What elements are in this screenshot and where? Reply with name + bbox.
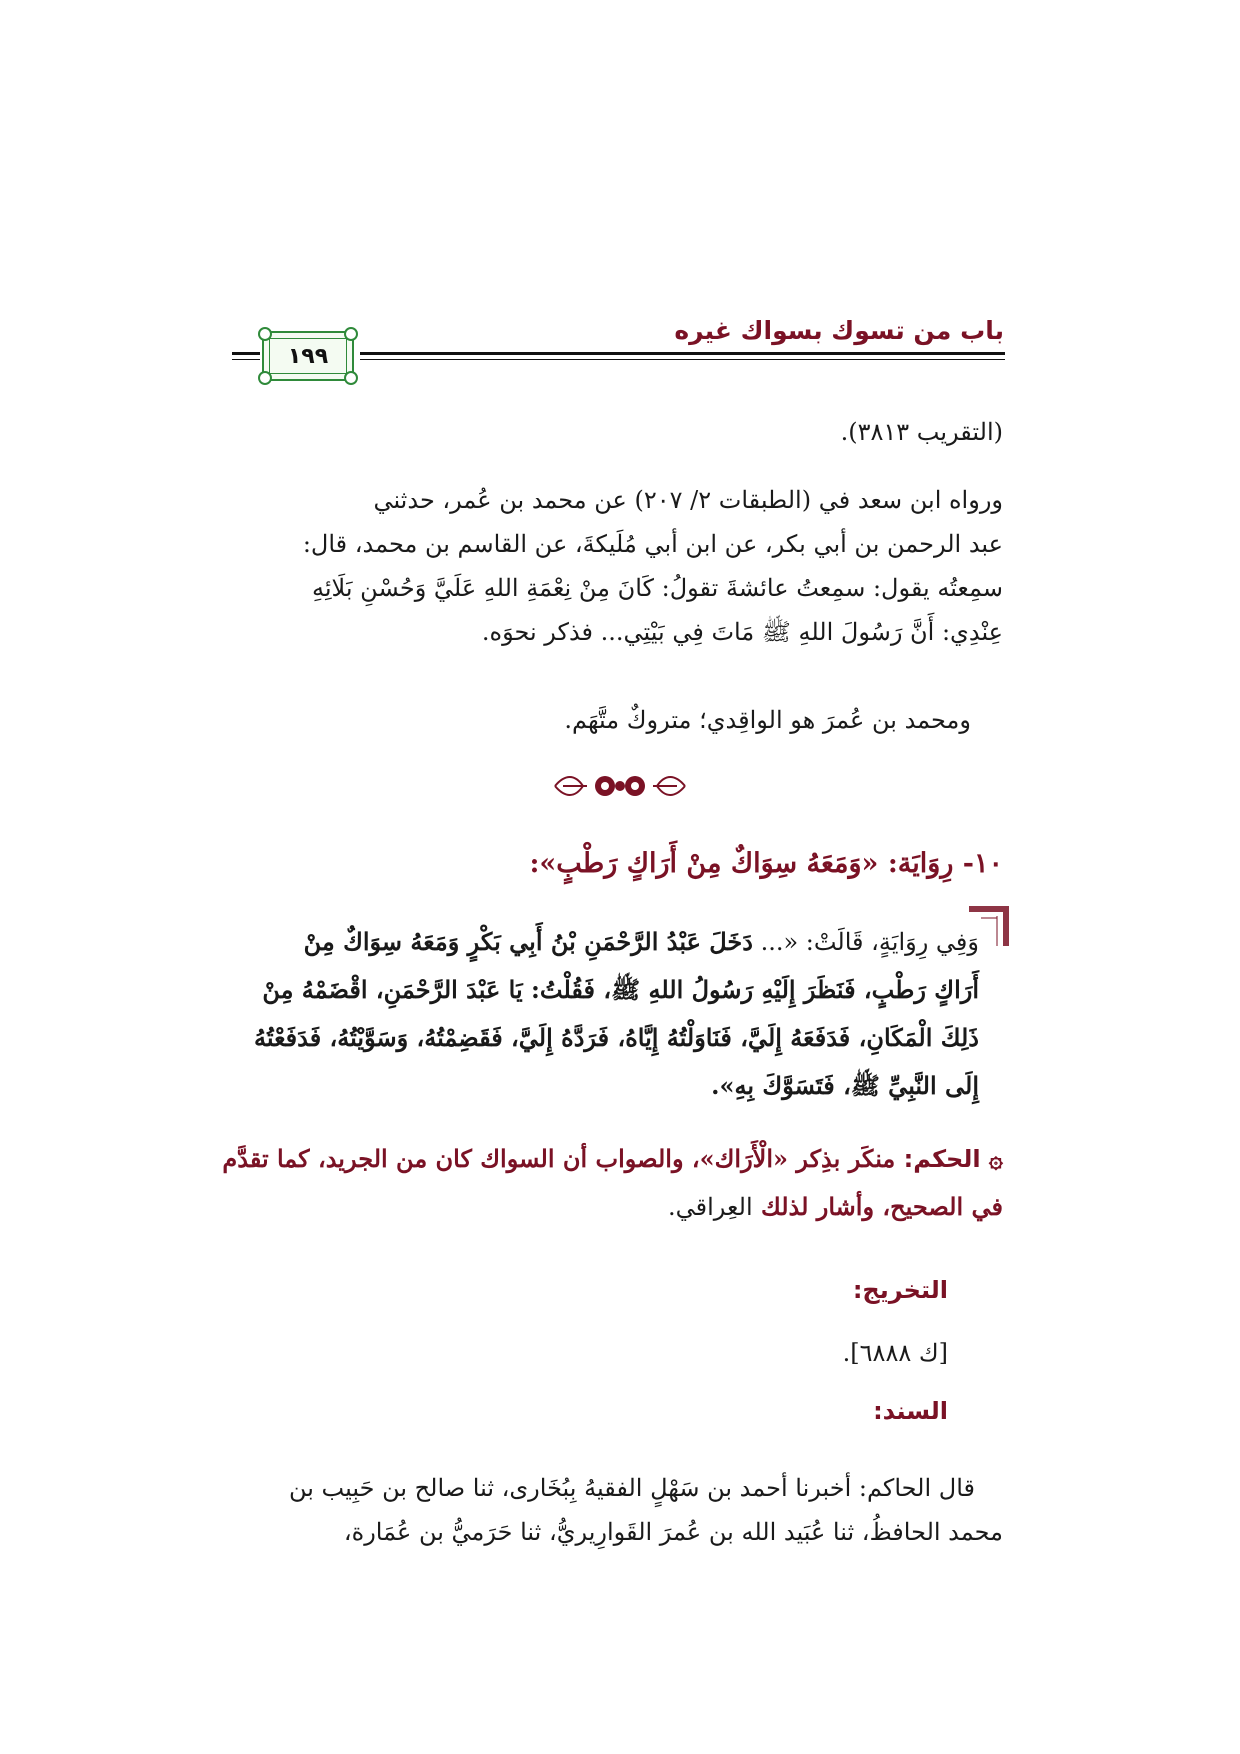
ruling-text-continued: في الصحيح، وأشار لذلك (760, 1192, 1003, 1221)
sanad-line: محمد الحافظُ، ثنا عُبَيد الله بن عُمرَ القَوارِيريُّ، ثنا حَرَميُّ بن عُمَارة، (343, 1518, 1003, 1546)
floral-ornament-icon (545, 766, 695, 806)
quote-line: دَخَلَ عَبْدُ الرَّحْمَنِ بْنُ أَبِي بَكْرٍ وَمَعَهُ سِوَاكٌ مِنْ (303, 927, 753, 956)
ruling-paragraph (222, 1135, 1003, 1231)
hadith-quote-box (233, 910, 1003, 1118)
ruling-text-normal: العِراقي. (668, 1193, 753, 1221)
page-number-badge (262, 331, 354, 381)
header-rule-right (360, 352, 1005, 355)
header-rule-right-thin (360, 359, 1005, 360)
ruling-label: الحكم: (903, 1145, 981, 1173)
quote-line: ذَلِكَ الْمَكَانِ، فَدَفَعَهُ إِلَيَّ، فَنَاوَلْتُهُ إِيَّاهُ، فَرَدَّهُ إِلَيَّ، فَقَضِمْتُهُ، وَسَوَّيْتُهُ، فَدَفَعْتُهُ (253, 1023, 979, 1052)
paragraph-ibn-saad (233, 478, 1003, 654)
chapter-title: باب من تسوك بسواك غيره (674, 316, 1004, 345)
paragraph-line: ورواه ابن سعد في (الطبقات ٢/ ٢٠٧) عن محمد بن عُمر، حدثني (373, 486, 1003, 514)
takhrij-reference: [ك ٦٨٨٨]. (842, 1339, 948, 1367)
hadith-quote-text (229, 918, 979, 1110)
sanad-line: قال الحاكم: أخبرنا أحمد بن سَهْلٍ الفقيهُ بِبُخَارى، ثنا صالح بن حَبِيب بن (288, 1474, 975, 1502)
section-heading: ١٠- رِوَايَة: «وَمَعَهُ سِوَاكٌ مِنْ أَرَاكٍ رَطْبٍ»: (529, 848, 1003, 879)
section-divider-ornament (520, 761, 720, 811)
ruling-text: منكَر بذِكر «الْأَرَاك»، والصواب أن السواك كان من الجريد، كما تقدَّم (222, 1144, 896, 1173)
quote-line: أَرَاكٍ رَطْبٍ، فَنَظَرَ إِلَيْهِ رَسُولُ اللهِ ﷺ، فَقُلْتُ: يَا عَبْدَ الرَّحْمَنِ، اقْضَمْهُ مِنْ (262, 975, 979, 1004)
reference-line (233, 410, 1003, 454)
paragraph-line: سمِعتُه يقول: سمِعتُ عائشةَ تقولُ: كَانَ مِنْ نِعْمَةِ اللهِ عَلَيَّ وَحُسْنِ بَلَائِهِ (312, 574, 1003, 602)
header-rule-left-thin (232, 359, 260, 360)
header-rule-left (232, 352, 260, 355)
sanad-paragraph (233, 1466, 1003, 1554)
takhrij-heading: التخريج: (852, 1276, 948, 1304)
paragraph-waqidi (233, 698, 1003, 742)
quote-line: إِلَى النَّبِيِّ ﷺ، فَتَسَوَّكَ بِهِ». (711, 1071, 979, 1100)
paragraph-line: ومحمد بن عُمرَ هو الواقِدي؛ متروكٌ متَّهَم. (564, 706, 971, 734)
taqrib-reference: (التقريب ٣٨١٣). (840, 418, 1003, 446)
quote-intro: وَفِي رِوَايَةٍ، قَالَتْ: «... (752, 928, 979, 956)
ruling-bullet-icon: ۞ (980, 1144, 1003, 1173)
paragraph-line: عبد الرحمن بن أبي بكر، عن ابن أبي مُلَيكةَ، عن القاسم بن محمد، قال: (302, 530, 1003, 558)
sanad-heading: السند: (873, 1397, 948, 1425)
paragraph-line: عِنْدِي: أَنَّ رَسُولَ اللهِ ﷺ مَاتَ فِي بَيْتِي... فذكر نحوَه. (481, 618, 1003, 646)
page-number: ١٩٩ (287, 343, 329, 369)
